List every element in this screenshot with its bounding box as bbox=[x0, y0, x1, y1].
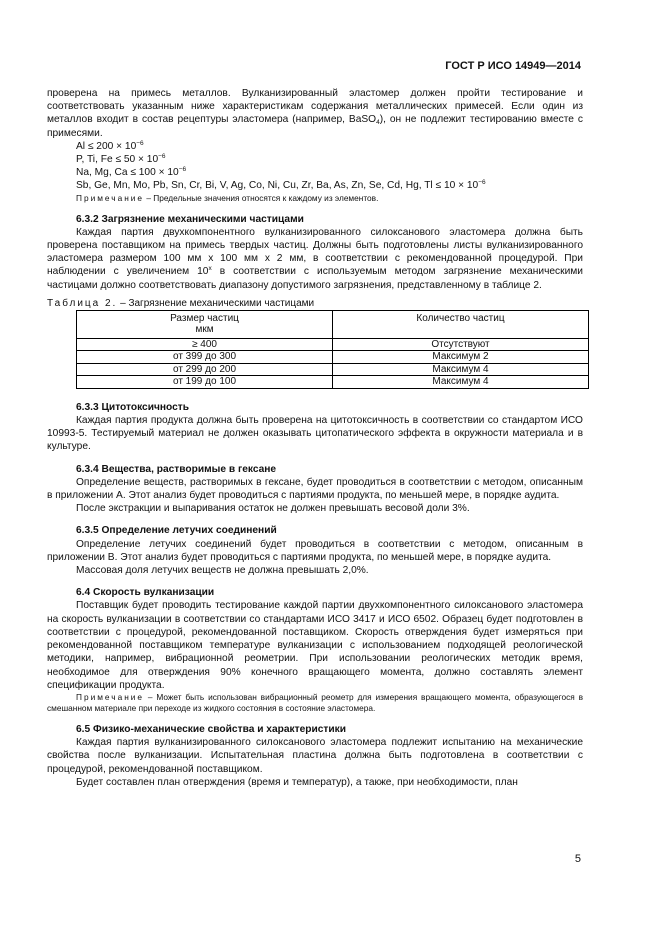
section-6-4-text: Поставщик будет проводить тестирование каждой партии двухкомпонентного силоксанового эластомера на скорость вулканизации в соответствии со стандартами ИСО 3417 и ИСО 6502. Образец будет подготовлен в соответствии с процедурой, рекомендованной поставщиком. Скорость отверждения будет измеряться при рекомендованной поставщиком температуре вулканизации с использованием подходящей реологической методики, например, вибрационной реометрии. При использовании реологических методик время, необходимое для отверждения 90% конечного вращающего момента, должно составлять элемент спецификации продукта. bbox=[47, 600, 583, 691]
table-caption: Таблица 2. – Загрязнение механическими частицами bbox=[47, 297, 315, 309]
section-6-3-4-text-1: Определение веществ, растворимых в гексане, будет проводиться в соответствии с методом, описанным в приложении А. Этот анализ будет проводиться с партиями продукта, по меньшей мере, в порядке аудита. bbox=[47, 476, 583, 502]
note-2: Примечание – Может быть использован вибрационный реометр для измерения вращающего момента, образующегося в смешанном материале при переходе из жидкого состояния в состояние эластомера. bbox=[47, 691, 583, 713]
section-6-3-2-text: Каждая партия двухкомпонентного вулканизированного силоксанового эластомера должна быть проверена поставщиком на примесь твердых частиц. Должны быть подготовлены листы вулканизированного эластомера размером 100 мм х 100 мм х 2 мм, в соответствии с рекомендованной процедурой. При наблюдении с увеличением $10^х$ в соответствии с используемым методом загрязнение механическими частицами должно соответствовать диапазону допустимого загрязнения, представленному в таблице 2. bbox=[47, 226, 583, 291]
limit-line: P, Ti, $Fe \le 50 \times 10^{-6}$ bbox=[76, 153, 166, 166]
section-6-3-5-text-1: Определение летучих соединений будет проводиться в соответствии с методом, описанным в приложении В. Этот анализ будет проводиться с партиями продукта, по меньшей мере, в порядке аудита. bbox=[47, 538, 583, 563]
cell-count: Максимум 4 bbox=[333, 363, 589, 376]
section-6-3-3-text: Каждая партия продукта должна быть проверена на цитотоксичность в соответствии со стандартом ИСО 10993-5. Тестируемый материал не должен оказывать цитопатического эффекта в окружности материала и в культуре. bbox=[47, 415, 583, 453]
table-row bbox=[77, 376, 589, 389]
cell-size: от 299 до 200 bbox=[77, 363, 333, 376]
page-number: 5 bbox=[574, 853, 581, 865]
cell-size: от 199 до 100 bbox=[77, 376, 333, 389]
cell-size: ≥ 400 bbox=[77, 338, 333, 351]
particles-table bbox=[76, 310, 589, 389]
cell-count: Максимум 4 bbox=[333, 376, 589, 389]
section-6-3-5-text-2: Массовая доля летучих веществ не должна превышать 2,0%. bbox=[76, 565, 369, 577]
table-row bbox=[77, 338, 589, 351]
section-6-4-heading: 6.4 Скорость вулканизации bbox=[76, 587, 215, 599]
limit-line: $Al \le 200 \times 10^{-6}$ bbox=[76, 139, 144, 152]
section-6-5-text-1: Каждая партия вулканизированного силоксанового эластомера подлежит испытанию на механические свойства после вулканизации. Испытательная пластина должна быть подготовлена в соответствии с процедурой, рекомендованной поставщиком. bbox=[47, 737, 583, 775]
cell-count: Максимум 2 bbox=[333, 351, 589, 364]
document-header: ГОСТ Р ИСО 14949—2014 bbox=[445, 60, 581, 72]
section-6-3-2-heading: 6.3.2 Загрязнение механическими частицами bbox=[76, 213, 304, 225]
cell-size: от 399 до 300 bbox=[77, 351, 333, 364]
page-content bbox=[47, 87, 583, 789]
note-1: Примечание – Предельные значения относятся к каждому из элементов. bbox=[76, 192, 379, 203]
section-6-3-3-heading: 6.3.3 Цитотоксичность bbox=[76, 401, 190, 413]
header-particle-size: Размер частиц мкм bbox=[77, 310, 333, 338]
limits-list bbox=[47, 140, 583, 193]
section-6-3-4-text-2: После экстракции и выпаривания остаток не должен превышать весовой доли 3%. bbox=[76, 503, 470, 515]
table-header-row bbox=[77, 310, 589, 338]
cell-count: Отсутствуют bbox=[333, 338, 589, 351]
section-6-5-heading: 6.5 Физико-механические свойства и характеристики bbox=[76, 723, 347, 735]
header-particle-count: Количество частиц bbox=[333, 310, 589, 338]
section-6-3-4-heading: 6.3.4 Вещества, растворимые в гексане bbox=[76, 463, 277, 475]
section-6-3-5-heading: 6.3.5 Определение летучих соединений bbox=[76, 525, 277, 537]
limit-line: Na, Mg, $Ca \le 100 \times 10^{-6}$ bbox=[76, 166, 187, 179]
section-6-5-text-2: Будет составлен план отверждения (время и температур), а также, при необходимости, план bbox=[76, 776, 518, 788]
limit-line: Sb, Ge, Mn, Mo, Pb, Sn, Cr, Bi, V, Ag, Co, Ni, Cu, Zr, Ba, As, Zn, Se, Cd, Hg, $Tl \le 10 \times 10^{-6}$ bbox=[76, 179, 486, 192]
table-row bbox=[77, 363, 589, 376]
table-row bbox=[77, 351, 589, 364]
intro-paragraph: проверена на примесь металлов. Вулканизированный эластомер должен пройти тестирование и соответствовать указанным ниже характеристикам содержания металлических примесей. Если один из металлов входит в состав рецептуры эластомера (например, BaSO$_4$), он не подлежит тестированию вместе с примесями. bbox=[47, 88, 583, 139]
